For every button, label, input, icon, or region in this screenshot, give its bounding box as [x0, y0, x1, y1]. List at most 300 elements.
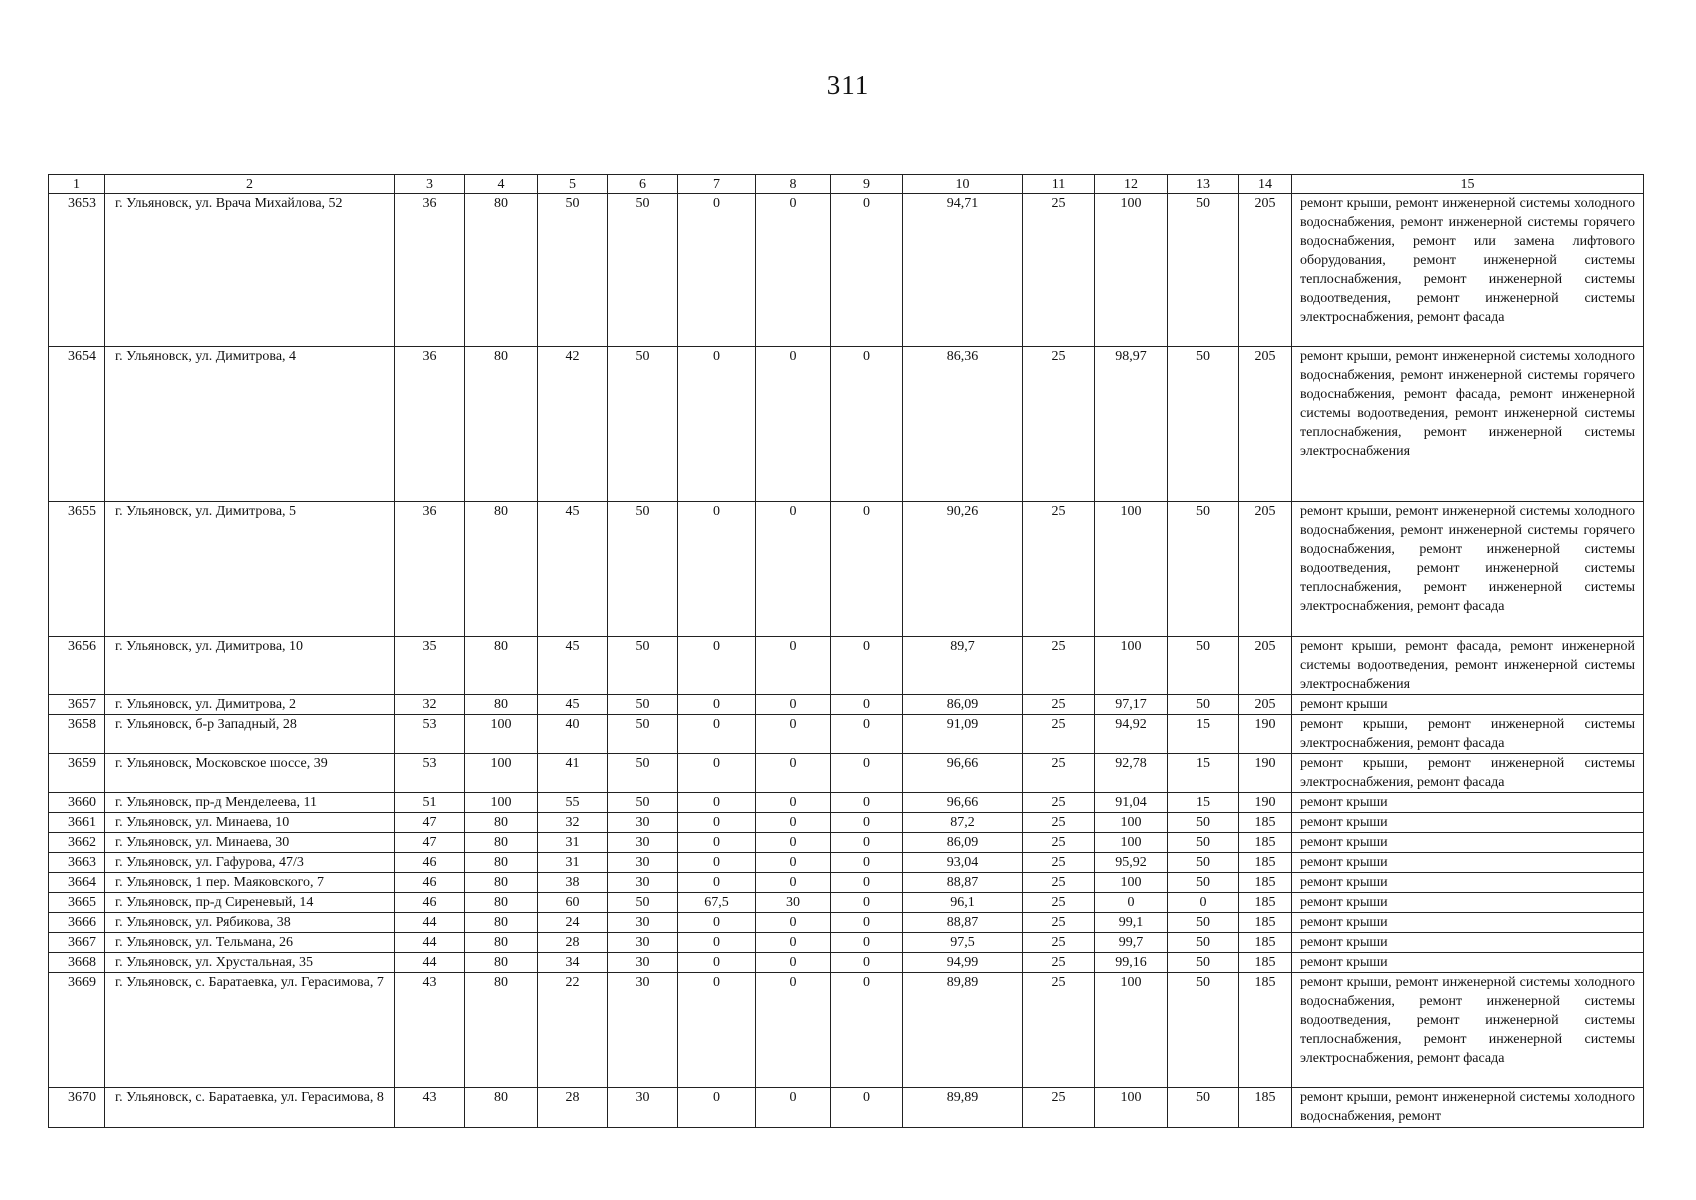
value-cell: 185	[1239, 873, 1292, 893]
value-cell: 99,16	[1095, 953, 1168, 973]
value-cell: 25	[1023, 637, 1095, 695]
value-cell: 0	[831, 813, 903, 833]
address-cell: г. Ульяновск, ул. Хрустальная, 35	[105, 953, 395, 973]
value-cell: 45	[538, 502, 608, 637]
value-cell: 0	[678, 873, 756, 893]
value-cell: 86,09	[903, 833, 1023, 853]
address-cell: г. Ульяновск, пр-д Сиреневый, 14	[105, 893, 395, 913]
value-cell: 41	[538, 754, 608, 793]
value-cell: 42	[538, 347, 608, 502]
value-cell: 0	[756, 194, 831, 347]
value-cell: 100	[465, 793, 538, 813]
value-cell: 190	[1239, 754, 1292, 793]
value-cell: 100	[1095, 873, 1168, 893]
value-cell: 0	[678, 853, 756, 873]
table-row	[49, 695, 1644, 715]
value-cell: 0	[678, 913, 756, 933]
value-cell: 185	[1239, 973, 1292, 1088]
value-cell: 205	[1239, 637, 1292, 695]
value-cell: 36	[395, 502, 465, 637]
value-cell: 0	[756, 933, 831, 953]
value-cell: 46	[395, 893, 465, 913]
value-cell: 0	[756, 973, 831, 1088]
data-table	[48, 174, 1644, 1128]
value-cell: 15	[1168, 715, 1239, 754]
value-cell: 50	[608, 194, 678, 347]
value-cell: 36	[395, 194, 465, 347]
value-cell: 24	[538, 913, 608, 933]
value-cell: 190	[1239, 793, 1292, 813]
value-cell: 30	[608, 973, 678, 1088]
value-cell: 89,89	[903, 1088, 1023, 1128]
value-cell: 0	[831, 715, 903, 754]
value-cell: 185	[1239, 913, 1292, 933]
value-cell: 31	[538, 853, 608, 873]
address-cell: г. Ульяновск, ул. Димитрова, 10	[105, 637, 395, 695]
value-cell: 0	[831, 873, 903, 893]
value-cell: 25	[1023, 893, 1095, 913]
row-number: 3656	[49, 637, 105, 695]
value-cell: 190	[1239, 715, 1292, 754]
address-cell: г. Ульяновск, ул. Димитрова, 5	[105, 502, 395, 637]
value-cell: 38	[538, 873, 608, 893]
value-cell: 15	[1168, 793, 1239, 813]
value-cell: 0	[831, 637, 903, 695]
value-cell: 0	[831, 953, 903, 973]
value-cell: 87,2	[903, 813, 1023, 833]
value-cell: 47	[395, 813, 465, 833]
value-cell: 53	[395, 715, 465, 754]
value-cell: 185	[1239, 1088, 1292, 1128]
value-cell: 0	[831, 793, 903, 813]
work-description-cell: ремонт крыши, ремонт инженерной системы холодного водоснабжения, ремонт	[1292, 1088, 1644, 1128]
value-cell: 92,78	[1095, 754, 1168, 793]
value-cell: 80	[465, 913, 538, 933]
value-cell: 0	[831, 833, 903, 853]
row-number: 3661	[49, 813, 105, 833]
value-cell: 47	[395, 833, 465, 853]
column-header: 7	[678, 175, 756, 194]
value-cell: 94,99	[903, 953, 1023, 973]
column-header: 15	[1292, 175, 1644, 194]
value-cell: 205	[1239, 695, 1292, 715]
value-cell: 0	[678, 637, 756, 695]
value-cell: 100	[1095, 813, 1168, 833]
column-header: 14	[1239, 175, 1292, 194]
value-cell: 25	[1023, 933, 1095, 953]
value-cell: 0	[678, 502, 756, 637]
work-description-cell: ремонт крыши	[1292, 793, 1644, 813]
value-cell: 80	[465, 933, 538, 953]
row-number: 3665	[49, 893, 105, 913]
value-cell: 30	[608, 913, 678, 933]
value-cell: 89,7	[903, 637, 1023, 695]
value-cell: 0	[756, 913, 831, 933]
value-cell: 205	[1239, 347, 1292, 502]
column-header: 10	[903, 175, 1023, 194]
value-cell: 0	[678, 1088, 756, 1128]
address-cell: г. Ульяновск, ул. Тельмана, 26	[105, 933, 395, 953]
value-cell: 0	[756, 715, 831, 754]
value-cell: 15	[1168, 754, 1239, 793]
address-cell: г. Ульяновск, ул. Минаева, 30	[105, 833, 395, 853]
value-cell: 30	[608, 813, 678, 833]
table-row	[49, 502, 1644, 637]
value-cell: 50	[1168, 933, 1239, 953]
value-cell: 0	[678, 973, 756, 1088]
column-header: 8	[756, 175, 831, 194]
value-cell: 0	[831, 695, 903, 715]
value-cell: 50	[608, 347, 678, 502]
value-cell: 94,71	[903, 194, 1023, 347]
value-cell: 185	[1239, 833, 1292, 853]
value-cell: 80	[465, 194, 538, 347]
value-cell: 185	[1239, 933, 1292, 953]
value-cell: 43	[395, 973, 465, 1088]
value-cell: 0	[756, 853, 831, 873]
value-cell: 91,09	[903, 715, 1023, 754]
value-cell: 50	[608, 695, 678, 715]
value-cell: 100	[1095, 637, 1168, 695]
address-cell: г. Ульяновск, ул. Рябикова, 38	[105, 913, 395, 933]
value-cell: 25	[1023, 873, 1095, 893]
row-number: 3664	[49, 873, 105, 893]
value-cell: 25	[1023, 347, 1095, 502]
value-cell: 89,89	[903, 973, 1023, 1088]
value-cell: 50	[1168, 194, 1239, 347]
value-cell: 99,7	[1095, 933, 1168, 953]
value-cell: 0	[678, 695, 756, 715]
row-number: 3655	[49, 502, 105, 637]
value-cell: 50	[1168, 1088, 1239, 1128]
value-cell: 55	[538, 793, 608, 813]
address-cell: г. Ульяновск, с. Баратаевка, ул. Герасимова, 7	[105, 973, 395, 1088]
address-cell: г. Ульяновск, пр-д Менделеева, 11	[105, 793, 395, 813]
work-description-cell: ремонт крыши	[1292, 953, 1644, 973]
value-cell: 80	[465, 813, 538, 833]
column-header: 5	[538, 175, 608, 194]
value-cell: 0	[756, 754, 831, 793]
value-cell: 80	[465, 637, 538, 695]
value-cell: 28	[538, 933, 608, 953]
value-cell: 80	[465, 1088, 538, 1128]
value-cell: 50	[1168, 502, 1239, 637]
work-description-cell: ремонт крыши, ремонт фасада, ремонт инженерной системы водоотведения, ремонт инженерной системы электроснабжения	[1292, 637, 1644, 695]
value-cell: 50	[608, 754, 678, 793]
value-cell: 25	[1023, 953, 1095, 973]
address-cell: г. Ульяновск, 1 пер. Маяковского, 7	[105, 873, 395, 893]
work-description-cell: ремонт крыши, ремонт инженерной системы электроснабжения, ремонт фасада	[1292, 754, 1644, 793]
work-description-cell: ремонт крыши	[1292, 913, 1644, 933]
value-cell: 25	[1023, 194, 1095, 347]
value-cell: 44	[395, 933, 465, 953]
table-row	[49, 793, 1644, 813]
work-description-cell: ремонт крыши	[1292, 813, 1644, 833]
address-cell: г. Ульяновск, ул. Минаева, 10	[105, 813, 395, 833]
value-cell: 28	[538, 1088, 608, 1128]
value-cell: 46	[395, 853, 465, 873]
value-cell: 0	[756, 873, 831, 893]
table-row	[49, 754, 1644, 793]
value-cell: 0	[831, 933, 903, 953]
value-cell: 30	[756, 893, 831, 913]
column-header: 3	[395, 175, 465, 194]
value-cell: 53	[395, 754, 465, 793]
value-cell: 30	[608, 953, 678, 973]
value-cell: 0	[756, 637, 831, 695]
value-cell: 0	[678, 793, 756, 813]
table-row	[49, 194, 1644, 347]
table-row	[49, 933, 1644, 953]
value-cell: 0	[831, 502, 903, 637]
value-cell: 30	[608, 933, 678, 953]
value-cell: 0	[678, 813, 756, 833]
value-cell: 44	[395, 913, 465, 933]
value-cell: 32	[395, 695, 465, 715]
table-row	[49, 813, 1644, 833]
value-cell: 60	[538, 893, 608, 913]
column-header: 2	[105, 175, 395, 194]
row-number: 3654	[49, 347, 105, 502]
value-cell: 0	[756, 1088, 831, 1128]
address-cell: г. Ульяновск, б-р Западный, 28	[105, 715, 395, 754]
address-cell: г. Ульяновск, ул. Гафурова, 47/3	[105, 853, 395, 873]
value-cell: 100	[1095, 194, 1168, 347]
value-cell: 25	[1023, 715, 1095, 754]
value-cell: 32	[538, 813, 608, 833]
value-cell: 100	[1095, 1088, 1168, 1128]
header-row	[49, 175, 1644, 194]
column-header: 4	[465, 175, 538, 194]
value-cell: 0	[756, 793, 831, 813]
value-cell: 100	[465, 715, 538, 754]
value-cell: 94,92	[1095, 715, 1168, 754]
value-cell: 50	[608, 893, 678, 913]
value-cell: 46	[395, 873, 465, 893]
table-row	[49, 953, 1644, 973]
value-cell: 0	[678, 933, 756, 953]
value-cell: 50	[1168, 953, 1239, 973]
value-cell: 93,04	[903, 853, 1023, 873]
value-cell: 30	[608, 833, 678, 853]
value-cell: 0	[831, 754, 903, 793]
work-description-cell: ремонт крыши	[1292, 933, 1644, 953]
value-cell: 88,87	[903, 913, 1023, 933]
table-body	[49, 175, 1644, 1128]
value-cell: 0	[831, 194, 903, 347]
value-cell: 25	[1023, 813, 1095, 833]
work-description-cell: ремонт крыши	[1292, 893, 1644, 913]
value-cell: 50	[1168, 913, 1239, 933]
value-cell: 0	[678, 715, 756, 754]
value-cell: 50	[608, 793, 678, 813]
value-cell: 0	[756, 502, 831, 637]
value-cell: 50	[1168, 833, 1239, 853]
value-cell: 25	[1023, 833, 1095, 853]
column-header: 9	[831, 175, 903, 194]
table-row	[49, 973, 1644, 1088]
work-description-cell: ремонт крыши	[1292, 695, 1644, 715]
column-header: 1	[49, 175, 105, 194]
value-cell: 0	[678, 754, 756, 793]
value-cell: 0	[831, 853, 903, 873]
table-row	[49, 853, 1644, 873]
work-description-cell: ремонт крыши	[1292, 833, 1644, 853]
value-cell: 45	[538, 637, 608, 695]
value-cell: 50	[1168, 347, 1239, 502]
value-cell: 100	[1095, 502, 1168, 637]
value-cell: 0	[756, 813, 831, 833]
row-number: 3667	[49, 933, 105, 953]
page-number: 311	[826, 70, 870, 100]
value-cell: 205	[1239, 502, 1292, 637]
value-cell: 50	[1168, 873, 1239, 893]
table-row	[49, 833, 1644, 853]
row-number: 3660	[49, 793, 105, 813]
table-row	[49, 913, 1644, 933]
value-cell: 0	[756, 833, 831, 853]
value-cell: 51	[395, 793, 465, 813]
value-cell: 22	[538, 973, 608, 1088]
value-cell: 43	[395, 1088, 465, 1128]
value-cell: 95,92	[1095, 853, 1168, 873]
value-cell: 0	[1095, 893, 1168, 913]
value-cell: 185	[1239, 893, 1292, 913]
value-cell: 185	[1239, 853, 1292, 873]
value-cell: 100	[1095, 973, 1168, 1088]
address-cell: г. Ульяновск, с. Баратаевка, ул. Герасимова, 8	[105, 1088, 395, 1128]
value-cell: 50	[608, 637, 678, 695]
value-cell: 80	[465, 347, 538, 502]
value-cell: 45	[538, 695, 608, 715]
value-cell: 44	[395, 953, 465, 973]
value-cell: 0	[678, 194, 756, 347]
value-cell: 185	[1239, 813, 1292, 833]
value-cell: 50	[1168, 973, 1239, 1088]
work-description-cell: ремонт крыши	[1292, 873, 1644, 893]
row-number: 3670	[49, 1088, 105, 1128]
value-cell: 31	[538, 833, 608, 853]
value-cell: 25	[1023, 502, 1095, 637]
value-cell: 25	[1023, 973, 1095, 1088]
value-cell: 80	[465, 873, 538, 893]
value-cell: 0	[831, 973, 903, 1088]
value-cell: 99,1	[1095, 913, 1168, 933]
work-description-cell: ремонт крыши	[1292, 853, 1644, 873]
row-number: 3662	[49, 833, 105, 853]
value-cell: 100	[1095, 833, 1168, 853]
value-cell: 185	[1239, 953, 1292, 973]
value-cell: 67,5	[678, 893, 756, 913]
value-cell: 88,87	[903, 873, 1023, 893]
value-cell: 0	[831, 913, 903, 933]
row-number: 3659	[49, 754, 105, 793]
value-cell: 96,66	[903, 793, 1023, 813]
value-cell: 97,17	[1095, 695, 1168, 715]
address-cell: г. Ульяновск, Московское шоссе, 39	[105, 754, 395, 793]
value-cell: 80	[465, 695, 538, 715]
value-cell: 34	[538, 953, 608, 973]
value-cell: 97,5	[903, 933, 1023, 953]
value-cell: 0	[831, 893, 903, 913]
column-header: 12	[1095, 175, 1168, 194]
value-cell: 0	[756, 695, 831, 715]
column-header: 11	[1023, 175, 1095, 194]
value-cell: 80	[465, 833, 538, 853]
work-description-cell: ремонт крыши, ремонт инженерной системы холодного водоснабжения, ремонт инженерной системы водоотведения, ремонт инженерной системы теплоснабжения, ремонт инженерной системы электроснабжения, ремонт фасада	[1292, 973, 1644, 1088]
row-number: 3668	[49, 953, 105, 973]
value-cell: 50	[608, 715, 678, 754]
value-cell: 50	[538, 194, 608, 347]
value-cell: 86,36	[903, 347, 1023, 502]
value-cell: 25	[1023, 754, 1095, 793]
value-cell: 80	[465, 502, 538, 637]
value-cell: 0	[678, 347, 756, 502]
table-row	[49, 893, 1644, 913]
value-cell: 50	[1168, 637, 1239, 695]
value-cell: 205	[1239, 194, 1292, 347]
table-row	[49, 873, 1644, 893]
value-cell: 36	[395, 347, 465, 502]
row-number: 3653	[49, 194, 105, 347]
table-row	[49, 715, 1644, 754]
value-cell: 0	[756, 347, 831, 502]
address-cell: г. Ульяновск, ул. Димитрова, 2	[105, 695, 395, 715]
row-number: 3658	[49, 715, 105, 754]
table-row	[49, 347, 1644, 502]
value-cell: 50	[1168, 853, 1239, 873]
value-cell: 80	[465, 953, 538, 973]
value-cell: 25	[1023, 695, 1095, 715]
table-row	[49, 1088, 1644, 1128]
value-cell: 25	[1023, 913, 1095, 933]
value-cell: 0	[1168, 893, 1239, 913]
value-cell: 80	[465, 893, 538, 913]
value-cell: 25	[1023, 1088, 1095, 1128]
value-cell: 25	[1023, 853, 1095, 873]
value-cell: 30	[608, 1088, 678, 1128]
row-number: 3663	[49, 853, 105, 873]
work-description-cell: ремонт крыши, ремонт инженерной системы холодного водоснабжения, ремонт инженерной системы горячего водоснабжения, ремонт фасада, ремонт инженерной системы водоотведения, ремонт инженерной системы теплоснабжения, ремонт инженерной системы электроснабжения	[1292, 347, 1644, 502]
value-cell: 50	[1168, 695, 1239, 715]
value-cell: 50	[608, 502, 678, 637]
value-cell: 100	[465, 754, 538, 793]
value-cell: 30	[608, 853, 678, 873]
work-description-cell: ремонт крыши, ремонт инженерной системы холодного водоснабжения, ремонт инженерной системы горячего водоснабжения, ремонт или замена лифтового оборудования, ремонт инженерной системы теплоснабжения, ремонт инженерной системы водоотведения, ремонт инженерной системы электроснабжения, ремонт фасада	[1292, 194, 1644, 347]
value-cell: 96,1	[903, 893, 1023, 913]
row-number: 3669	[49, 973, 105, 1088]
value-cell: 0	[678, 953, 756, 973]
value-cell: 50	[1168, 813, 1239, 833]
column-header: 13	[1168, 175, 1239, 194]
value-cell: 90,26	[903, 502, 1023, 637]
work-description-cell: ремонт крыши, ремонт инженерной системы электроснабжения, ремонт фасада	[1292, 715, 1644, 754]
value-cell: 0	[756, 953, 831, 973]
row-number: 3657	[49, 695, 105, 715]
value-cell: 30	[608, 873, 678, 893]
value-cell: 40	[538, 715, 608, 754]
value-cell: 86,09	[903, 695, 1023, 715]
value-cell: 80	[465, 973, 538, 1088]
value-cell: 0	[831, 347, 903, 502]
value-cell: 0	[831, 1088, 903, 1128]
value-cell: 35	[395, 637, 465, 695]
column-header: 6	[608, 175, 678, 194]
value-cell: 0	[678, 833, 756, 853]
address-cell: г. Ульяновск, ул. Димитрова, 4	[105, 347, 395, 502]
value-cell: 80	[465, 853, 538, 873]
value-cell: 91,04	[1095, 793, 1168, 813]
